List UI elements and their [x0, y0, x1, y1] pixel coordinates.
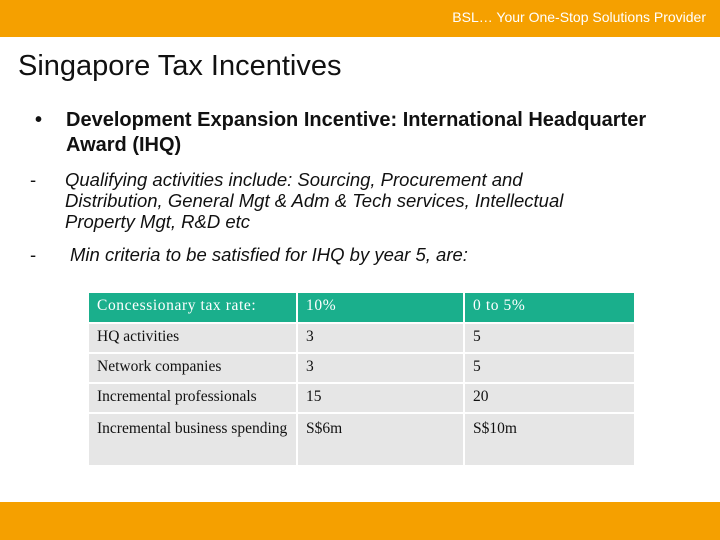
sub-point-marker: -: [30, 169, 37, 190]
table-header-cell: 0 to 5%: [464, 293, 635, 323]
sub-point-marker: -: [30, 244, 37, 265]
table-cell: 3: [297, 353, 464, 383]
header-tagline: BSL… Your One-Stop Solutions Provider: [452, 9, 706, 25]
table-cell: S$10m: [464, 413, 635, 466]
header-bar: [0, 0, 720, 37]
table-row: [89, 353, 635, 383]
table-row: [89, 413, 635, 466]
bullet-marker: •: [35, 109, 43, 131]
table-row: [89, 323, 635, 353]
table-cell: 3: [297, 323, 464, 353]
table-cell: S$6m: [297, 413, 464, 466]
table-header-cell: Concessionary tax rate:: [89, 293, 297, 323]
table-cell: 15: [297, 383, 464, 413]
footer-bar: [0, 502, 720, 540]
table-cell: HQ activities: [89, 323, 297, 353]
table-cell: 5: [464, 323, 635, 353]
bullet-text: Development Expansion Incentive: International Headquarter Award (IHQ): [66, 109, 647, 156]
table-cell: 20: [464, 383, 635, 413]
sub-point-text: Min criteria to be satisfied for IHQ by year 5, are:: [70, 244, 468, 265]
table-header-row: [89, 293, 635, 323]
table-cell: Network companies: [89, 353, 297, 383]
table-header-cell: 10%: [297, 293, 464, 323]
ihq-criteria-table: [89, 293, 636, 467]
table-row: [89, 383, 635, 413]
table-cell: Incremental business spending: [89, 413, 297, 466]
sub-point-text: Qualifying activities include: Sourcing, Procurement and Distribution, General Mgt & Adm & Tech services, Intellectual Property Mgt, R&D etc: [65, 169, 564, 232]
table-cell: Incremental professionals: [89, 383, 297, 413]
slide-title: Singapore Tax Incentives: [18, 50, 342, 82]
table-cell: 5: [464, 353, 635, 383]
